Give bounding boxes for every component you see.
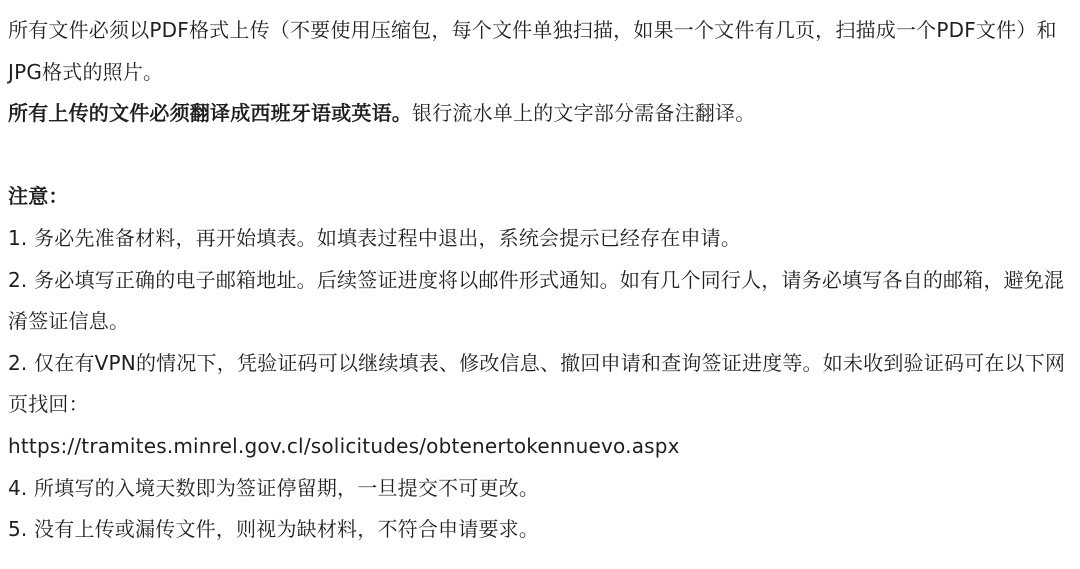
document-body <box>8 10 1070 551</box>
note-item-5: 5. 没有上传或漏传文件，则视为缺材料，不符合申请要求。 <box>8 517 540 542</box>
translation-requirement-bold: 所有上传的文件必须翻译成西班牙语或英语。 <box>8 101 412 126</box>
note-item-3: 2. 仅在有VPN的情况下，凭验证码可以继续填表、修改信息、撤回申请和查询签证进度等。如未收到验证码可在以下网页找回： <box>8 350 1066 417</box>
upload-rule-text: 所有文件必须以PDF格式上传（不要使用压缩包，每个文件单独扫描，如果一个文件有几页，扫描成一个PDF文件）和JPG格式的照片。 <box>8 18 1057 84</box>
notes-heading: 注意： <box>8 184 69 209</box>
note-item-4: 4. 所填写的入境天数即为签证停留期，一旦提交不可更改。 <box>8 475 540 500</box>
note-item-2: 2. 务必填写正确的电子邮箱地址。后续签证进度将以邮件形式通知。如有几个同行人，请务必填写各自的邮箱，避免混淆签证信息。 <box>8 267 1065 334</box>
translation-requirement-rest: 银行流水单上的文字部分需备注翻译。 <box>412 101 756 126</box>
token-recovery-link[interactable]: https://tramites.minrel.gov.cl/solicitudes/obtenertokennuevo.aspx <box>8 433 680 458</box>
translation-requirement <box>8 93 1070 135</box>
token-recovery-url <box>8 426 1070 468</box>
note-item-1: 1. 务必先准备材料，再开始填表。如填表过程中退出，系统会提示已经存在申请。 <box>8 225 742 250</box>
paragraph-spacer <box>8 135 1070 177</box>
